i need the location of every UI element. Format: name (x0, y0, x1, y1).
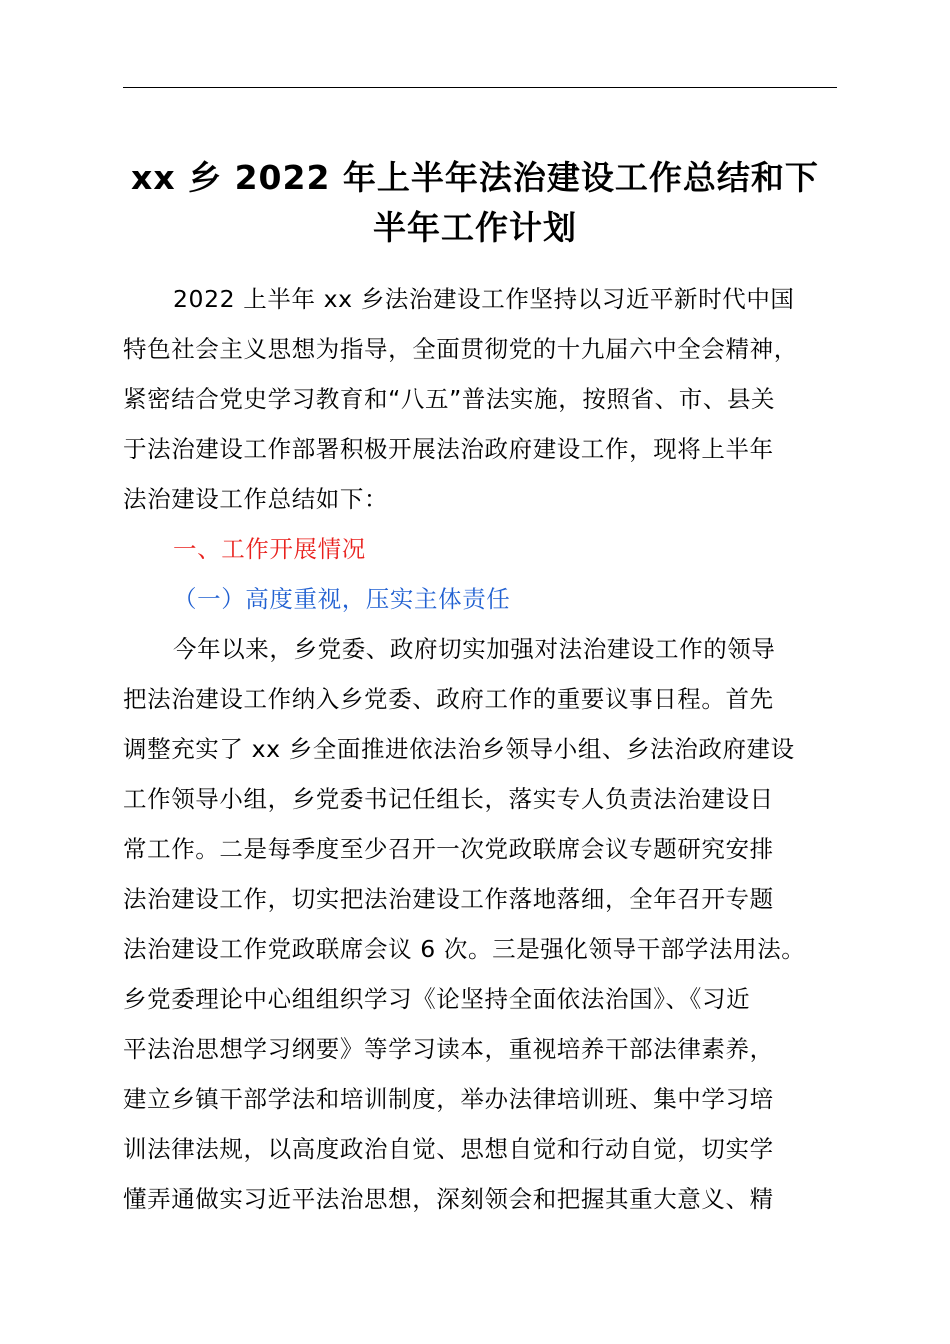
paragraph-line: 训法律法规，以高度政治自觉、思想自觉和行动自觉，切实学 (123, 1135, 774, 1163)
paragraph-line: 调整充实了 xx 乡全面推进依法治乡领导小组、乡法治政府建设 (123, 735, 795, 763)
paragraph-line: 法治建设工作党政联席会议 6 次。三是强化领导干部学法用法。 (123, 935, 806, 963)
section-heading: 一、工作开展情况 (173, 535, 366, 563)
paragraph-line: 懂弄通做实习近平法治思想，深刻领会和把握其重大意义、精 (123, 1185, 774, 1213)
intro-line: 紧密结合党史学习教育和“八五”普法实施，按照省、市、县关 (123, 385, 776, 413)
intro-line: 于法治建设工作部署积极开展法治政府建设工作，现将上半年 (123, 435, 774, 463)
document-title (100, 152, 850, 252)
intro-line: 特色社会主义思想为指导，全面贯彻党的十九届六中全会精神， (123, 335, 798, 363)
paragraph-line: 法治建设工作，切实把法治建设工作落地落细，全年召开专题 (123, 885, 774, 913)
subsection-heading: （一）高度重视，压实主体责任 (173, 585, 511, 613)
header-rule (123, 87, 837, 88)
title-line: 半年工作计划 (373, 208, 577, 247)
paragraph-line: 建立乡镇干部学法和培训制度，举办法律培训班、集中学习培 (123, 1085, 774, 1113)
title-line: xx 乡 2022 年上半年法治建设工作总结和下 (131, 158, 819, 197)
paragraph-line: 平法治思想学习纲要》等学习读本，重视培养干部法律素养， (123, 1035, 774, 1063)
paragraph-line: 工作领导小组，乡党委书记任组长，落实专人负责法治建设日 (123, 785, 774, 813)
paragraph-line: 乡党委理论中心组组织学习《论坚持全面依法治国》、《习近 (123, 985, 751, 1013)
document-body (123, 274, 853, 1224)
intro-line: 法治建设工作总结如下： (123, 485, 389, 513)
paragraph-line: 常工作。二是每季度至少召开一次党政联席会议专题研究安排 (123, 835, 774, 863)
paragraph-line: 今年以来，乡党委、政府切实加强对法治建设工作的领导 (173, 635, 776, 663)
paragraph-line: 把法治建设工作纳入乡党委、政府工作的重要议事日程。首先 (123, 685, 774, 713)
intro-line: 2022 上半年 xx 乡法治建设工作坚持以习近平新时代中国 (173, 285, 795, 313)
